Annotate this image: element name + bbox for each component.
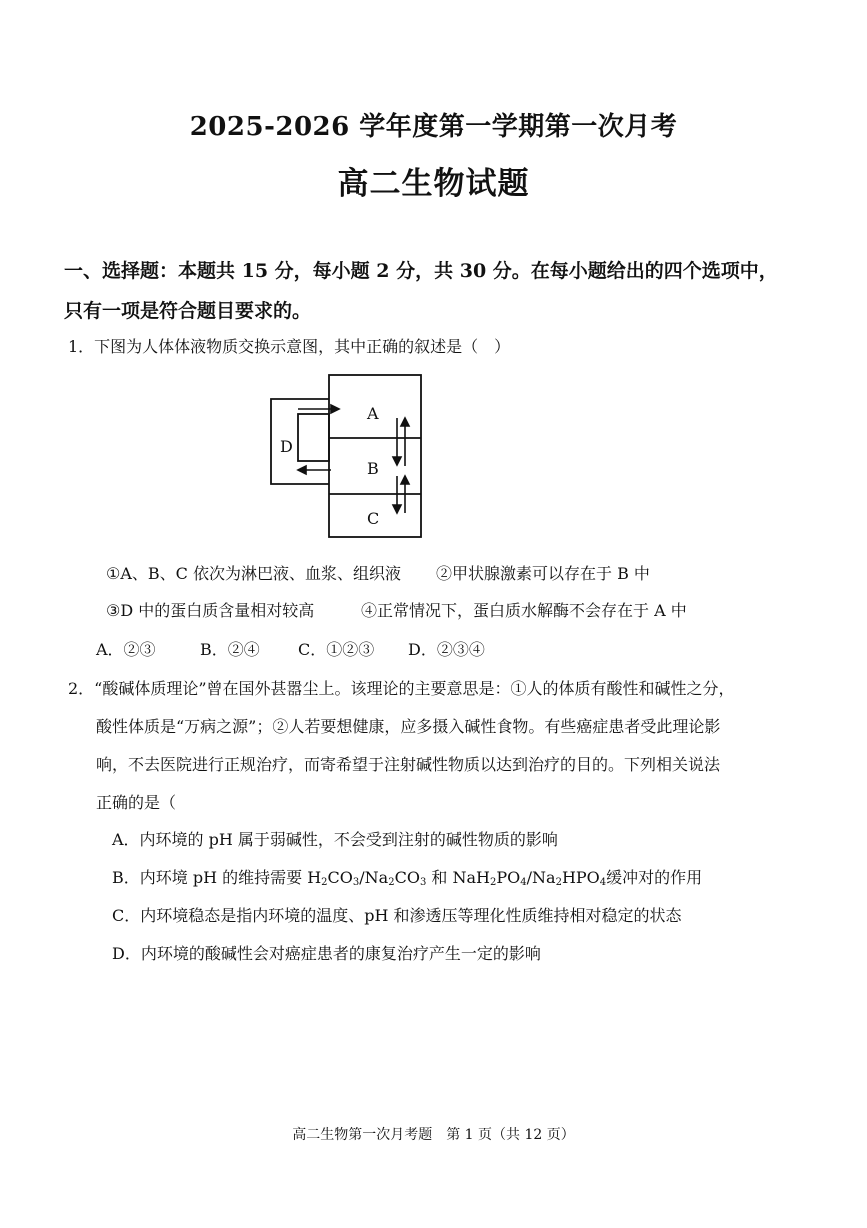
q2-stem-line2: 酸性体质是“万病之源”；②人若要想健康，应多摄入碱性食物。有些癌症患者受此理论影 [96,717,721,736]
q1-choice-d: D．②③④ [408,640,485,659]
compartment-b-label: B [367,459,379,478]
q1-statement-4: ④正常情况下，蛋白质水解酶不会存在于 A 中 [361,601,687,620]
q2-stem-line3: 响，不去医院进行正规治疗，而寄希望于注射碱性物质以达到治疗的目的。下列相关说法 [96,755,721,774]
q1-choice-c: C．①②③ [298,640,375,659]
section-heading-line1: 一、选择题：本题共 15 分，每小题 2 分，共 30 分。在每小题给出的四个选项中， [64,260,778,282]
subject-title: 高二生物试题 [337,166,530,202]
compartment-a-label: A [367,404,379,423]
q1-choice-b: B．②④ [200,640,260,659]
compartment-c-label: C [367,509,380,528]
question-1-stem: 1．下图为人体体液物质交换示意图，其中正确的叙述是（ ） [68,337,511,356]
q2-stem-line1: 2．“酸碱体质理论”曾在国外甚嚣尘上。该理论的主要意思是：①人的体质有酸性和碱性之分， [68,679,735,698]
exam-title: 2025-2026 学年度第一学期第一次月考 [189,112,678,142]
q1-statement-2: ②甲状腺激素可以存在于 B 中 [436,564,650,583]
compartment-d-label: D [280,437,293,456]
q2-stem-line4: 正确的是（ [96,793,177,812]
section-heading-line2: 只有一项是符合题目要求的。 [64,300,312,322]
q2-option-c: C．内环境稳态是指内环境的温度、pH 和渗透压等理化性质维持相对稳定的状态 [112,906,682,925]
q2-option-d: D．内环境的酸碱性会对癌症患者的康复治疗产生一定的影响 [112,944,541,963]
q1-statement-1: ①A、B、C 依次为淋巴液、血浆、组织液 [106,564,401,583]
q1-statement-3: ③D 中的蛋白质含量相对较高 [106,601,315,620]
q2-option-a: A．内环境的 pH 属于弱碱性，不会受到注射的碱性物质的影响 [112,830,558,849]
body-fluid-exchange-diagram [265,374,425,540]
page-footer: 高二生物第一次月考题 第 1 页（共 12 页） [292,1127,575,1143]
q1-choice-a: A．②③ [96,640,156,659]
q2-option-b: B．内环境 pH 的维持需要 $H_2CO_3/Na_2CO_3$ 和 $NaH_2PO_4/Na_2HPO_4$缓冲对的作用 [112,868,703,888]
